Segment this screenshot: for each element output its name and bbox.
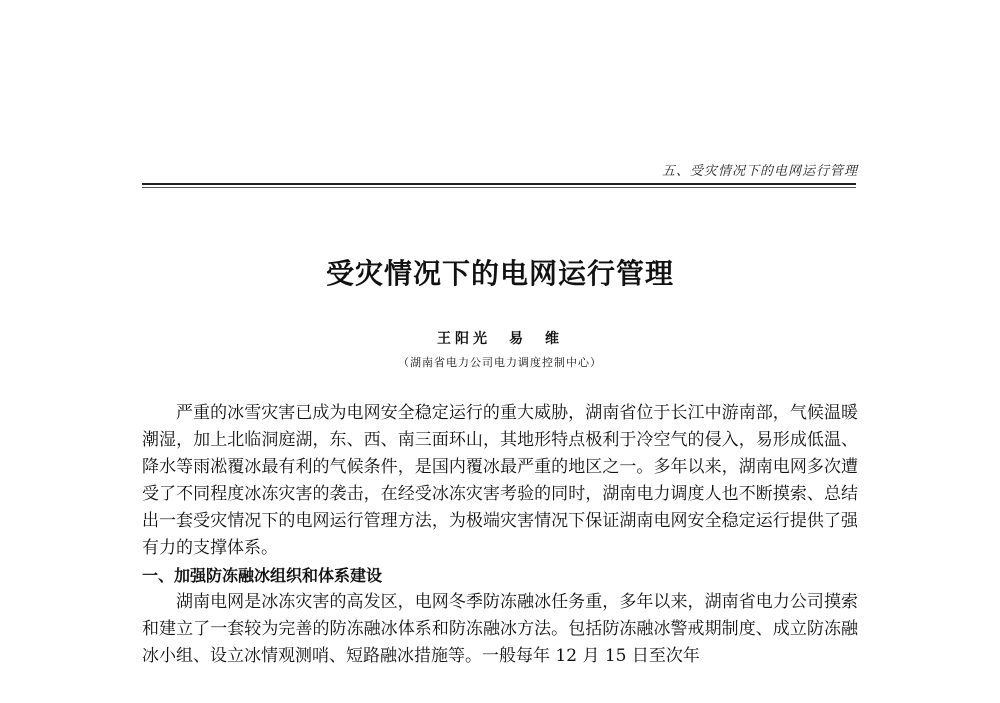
affiliation: （湖南省电力公司电力调度控制中心） [398,356,602,369]
running-header: 五、受灾情况下的电网运行管理 [661,164,858,179]
header-rule [142,183,856,185]
paragraph-section-1: 湖南电网是冰冻灾害的高发区，电网冬季防冻融冰任务重，多年以来，湖南省电力公司摸索和建立了一套较为完善的防冻融冰体系和防冻融冰方法。包括防冻融冰警戒期制度、成立防冻融冰小组、设立冰情观测哨、短路融冰措施等。一般每年 12 月 15 日至次年 [142,592,858,666]
section-heading: 一、加强防冻融冰组织和体系建设 [142,566,383,585]
article-title: 受灾情况下的电网运行管理 [325,257,674,290]
authors: 王阳光 易 维 [437,331,563,347]
article-body [142,400,858,670]
paragraph-intro: 严重的冰雪灾害已成为电网安全稳定运行的重大威胁，湖南省位于长江中游南部，气候温暖潮湿，加上北临洞庭湖，东、西、南三面环山，其地形特点极利于冷空气的侵入，易形成低温、降水等雨凇覆冰最有利的气候条件，是国内覆冰最严重的地区之一。多年以来，湖南电网多次遭受了不同程度冰冻灾害的袭击，在经受冰冻灾害考验的同时，湖南电力调度人也不断摸索、总结出一套受灾情况下的电网运行管理方法，为极端灾害情况下保证湖南电网安全稳定运行提供了强有力的支撑体系。 [142,403,858,558]
header-rule-thin [142,187,856,188]
